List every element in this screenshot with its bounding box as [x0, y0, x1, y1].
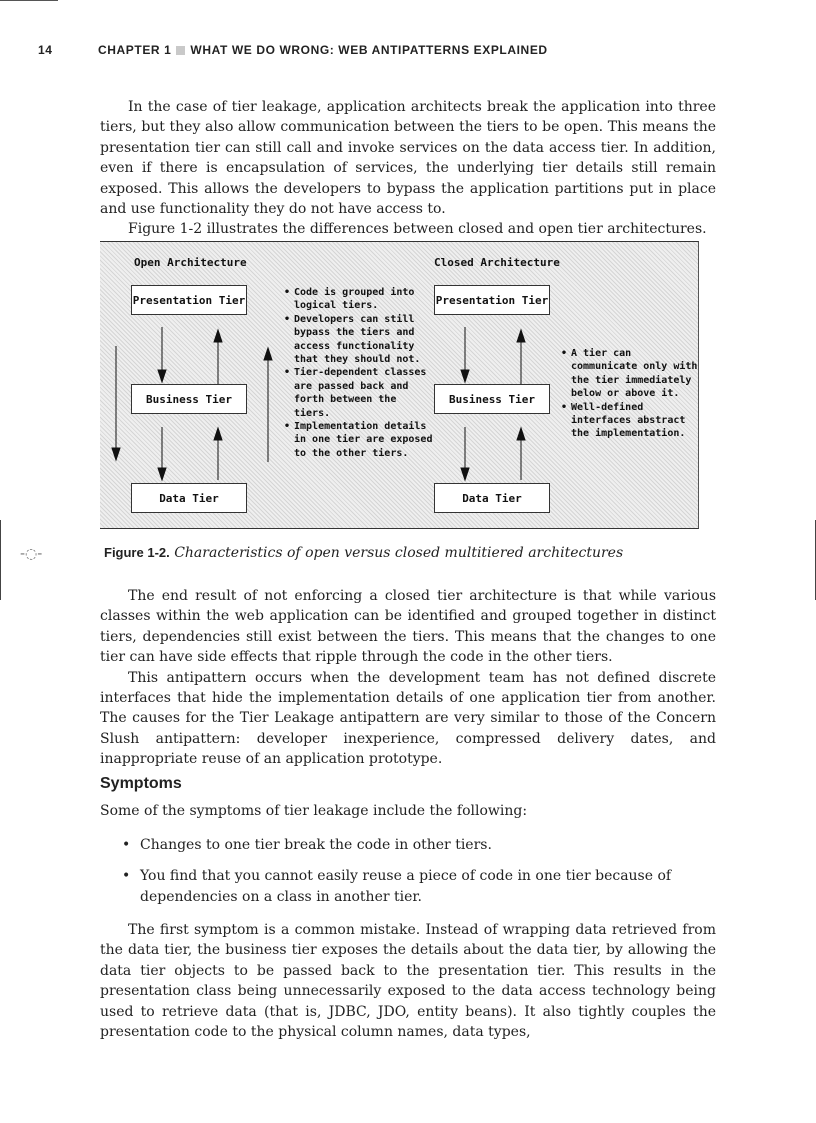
list-item: • You find that you cannot easily reuse a piece of code in one tier because of dependencies on a class in another tier.: [120, 866, 710, 907]
crop-mark-icon: -◌-: [20, 546, 43, 562]
paragraph: The end result of not enforcing a closed tier architecture is that while various classes within the web application can be identified and grouped together in distinct tiers, dependencies still exist between the tiers. This means that the changes to one tier can have side effects that ripple through the code in the other tiers.: [100, 588, 716, 666]
note: • Implementation details in one tier are exposed to the other tiers.: [284, 420, 434, 460]
arrowhead: [214, 428, 222, 440]
middle-text: [100, 586, 716, 770]
arrowhead: [517, 330, 525, 342]
arrowhead: [112, 448, 120, 460]
paragraph: This antipattern occurs when the development team has not defined discrete interfaces that hide the implementation details of one application tier from another. The causes for the Tier Leakage antipattern are very similar to those of the Concern Slush antipattern: developer inexperience, compressed delivery dates, and inappropriate reuse of an application prototype.: [100, 669, 716, 768]
note: • Developers can still bypass the tiers and access functionality that they should not.: [284, 313, 434, 367]
square-separator-icon: [176, 46, 185, 55]
section-heading: Symptoms: [100, 775, 182, 792]
closing-text: [100, 920, 716, 1042]
arrowhead: [158, 468, 166, 480]
closed-architecture-title: Closed Architecture: [434, 256, 560, 269]
list-item: • Changes to one tier break the code in other tiers.: [120, 835, 710, 855]
open-notes: [284, 286, 434, 460]
paragraph: The first symptom is a common mistake. Instead of wrapping data retrieved from the data tier, the business tier exposes the details about the data tier, by allowing the data tier objects to be passed back to the presentation tier. This results in the presentation class being unnecessarily exposed to the data access technology being used to retrieve data (that is, JDBC, JDO, entity beans). It also tightly couples the presentation code to the physical column names, data types,: [100, 922, 716, 1041]
caption-label: Figure 1-2.: [104, 545, 170, 560]
note: • A tier can communicate only with the tier immediately below or above it.: [561, 347, 699, 401]
closed-business-tier: Business Tier: [434, 384, 550, 414]
open-presentation-tier: Presentation Tier: [131, 285, 247, 315]
open-data-tier: Data Tier: [131, 483, 247, 513]
chapter-heading: [98, 43, 548, 57]
margin-mark: [0, 520, 1, 600]
section-intro: Some of the symptoms of tier leakage include the following:: [100, 803, 528, 819]
open-architecture-title: Open Architecture: [134, 256, 247, 269]
closed-presentation-tier: Presentation Tier: [434, 285, 550, 315]
closed-data-tier: Data Tier: [434, 483, 550, 513]
chapter-title: WHAT WE DO WRONG: WEB ANTIPATTERNS EXPLAINED: [190, 43, 548, 57]
paragraph: In the case of tier leakage, application architects break the application into three tiers, but they also allow communication between the tiers to be open. This means the presentation tier can still call and invoke services on the data access tier. In addition, even if there is encapsulation of services, the underlying tier details still remain exposed. This allows the developers to bypass the application partitions put in place and use functionality they do not have access to.: [100, 99, 716, 218]
chapter-label: CHAPTER 1: [98, 43, 172, 57]
closed-notes: [561, 347, 699, 441]
arrowhead: [461, 468, 469, 480]
paragraph: Figure 1-2 illustrates the differences between closed and open tier architectures.: [128, 221, 707, 238]
arrowhead: [264, 348, 272, 360]
figure-caption: [104, 545, 623, 561]
symptom-list: [120, 835, 710, 918]
arrowhead: [461, 370, 469, 382]
arrowhead: [517, 428, 525, 440]
note: • Code is grouped into logical tiers.: [284, 286, 434, 313]
note: • Well-defined interfaces abstract the implementation.: [561, 401, 699, 441]
page-number: 14: [38, 43, 53, 57]
note: • Tier-dependent classes are passed back and forth between the tiers.: [284, 366, 434, 420]
caption-text: Characteristics of open versus closed multitiered architectures: [174, 545, 624, 561]
arrowhead: [214, 330, 222, 342]
top-rule: [0, 0, 58, 1]
figure-1-2: [100, 241, 699, 529]
intro-text: [100, 97, 716, 240]
arrowhead: [158, 370, 166, 382]
open-business-tier: Business Tier: [131, 384, 247, 414]
